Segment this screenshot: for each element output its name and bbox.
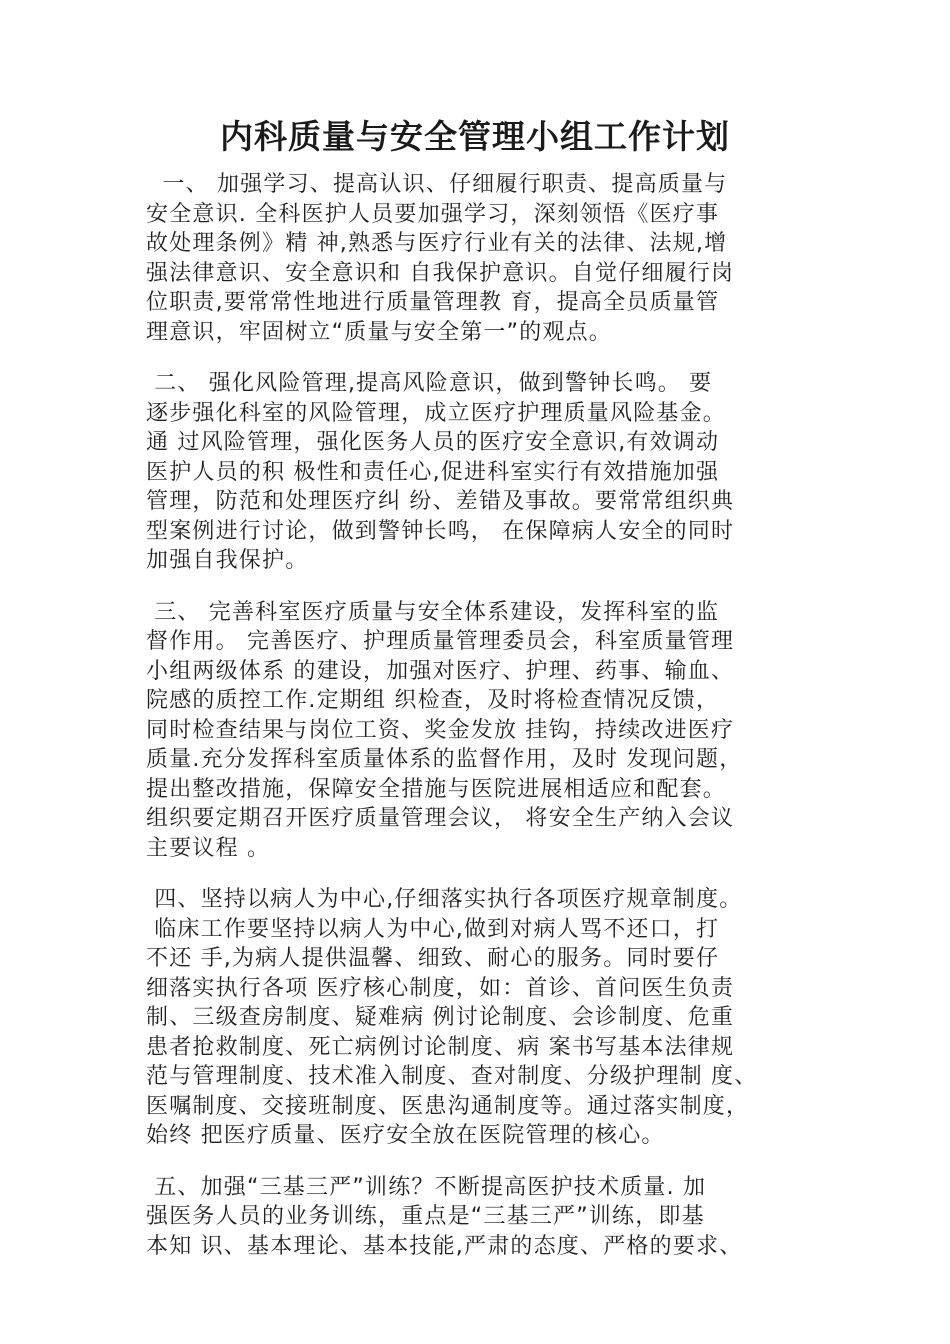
paragraph-5 — [146, 1173, 811, 1262]
paragraph-2 — [146, 369, 811, 576]
text-line: 逐步强化科室的风险管理，成立医疗护理质量风险基金。 — [146, 400, 727, 426]
text-line: 院感的质控工作.定期组 织检查，及时将检查情况反馈， — [146, 688, 720, 713]
document-title: 内科质量与安全管理小组工作计划 — [220, 117, 730, 156]
text-line: 安全意识. 全科医护人员要加强学习，深刻领悟《医疗事 — [146, 201, 720, 227]
paragraph-1 — [146, 170, 811, 347]
text-line: 三、 完善科室医疗质量与安全体系建设，发挥科室的监 — [146, 599, 720, 625]
text-line: 医嘱制度、交接班制度、医患沟通制度等。通过落实制度， — [146, 1093, 750, 1119]
text-line: 患者抢救制度、死亡病例讨论制度、病 案书写基本法律规 — [146, 1034, 735, 1060]
text-line: 型案例进行讨论，做到警钟长鸣， 在保障病人安全的同时 — [146, 518, 735, 544]
paragraph-3 — [146, 598, 811, 864]
text-line: 小组两级体系 的建设，加强对医疗、护理、药事、输血、 — [146, 658, 735, 684]
text-line: 二、 强化风险管理,提高风险意识，做到警钟长鸣。 要 — [146, 371, 713, 396]
text-line: 组织要定期召开医疗质量管理会议， 将安全生产纳入会议 — [146, 806, 735, 831]
text-line: 强法律意识、安全意识和 自我保护意识。自觉仔细履行岗 — [146, 260, 735, 286]
text-line: 始终 把医疗质量、医疗安全放在医院管理的核心。 — [146, 1123, 665, 1148]
paragraph-4 — [146, 885, 811, 1151]
text-line: 督作用。 完善医疗、护理质量管理委员会，科室质量管理 — [146, 629, 735, 654]
text-line: 强医务人员的业务训练，重点是“三基三严”训练，即基 — [146, 1204, 705, 1229]
document-body — [146, 170, 811, 1283]
text-line: 医护人员的积 极性和责任心,促进科室实行有效措施加强 — [146, 459, 720, 485]
text-line: 范与管理制度、技术准入制度、查对制度、分级护理制 度、 — [146, 1064, 758, 1089]
text-line: 加强自我保护。 — [146, 548, 309, 573]
text-line: 质量.充分发挥科室质量体系的监督作用，及时 发现问题， — [146, 747, 743, 772]
text-line: 不还 手,为病人提供温馨、细致、耐心的服务。同时要仔 — [146, 946, 720, 971]
text-line: 管理，防范和处理医疗纠 纷、差错及事故。要常常组织典 — [146, 489, 735, 514]
text-line: 位职责,要常常性地进行质量管理教 育，提高全员质量管 — [146, 290, 720, 315]
text-line: 临床工作要坚持以病人为中心,做到对病人骂不还口，打 — [146, 916, 720, 942]
text-line: 同时检查结果与岗位工资、奖金发放 挂钩，持续改进医疗 — [146, 717, 735, 743]
text-line: 制、三级查房制度、疑难病 例讨论制度、会诊制度、危重 — [146, 1005, 735, 1030]
text-line: 一、 加强学习、提高认识、仔细履行职责、提高质量与 — [146, 172, 728, 197]
text-line: 故处理条例》精 神,熟悉与医疗行业有关的法律、法规,增 — [146, 231, 728, 256]
text-line: 通 过风险管理，强化医务人员的医疗安全意识,有效调动 — [146, 430, 720, 455]
text-line: 五、加强“三基三严”训练？不断提高医护技术质量. 加 — [146, 1174, 707, 1200]
text-line: 主要议程 。 — [146, 835, 271, 861]
text-line: 四、坚持以病人为中心,仔细落实执行各项医疗规章制度。 — [146, 887, 743, 912]
text-line: 细落实执行各项 医疗核心制度，如：首诊、首问医生负责 — [146, 975, 735, 1001]
text-line: 提出整改措施，保障安全措施与医院进展相适应和配套。 — [146, 776, 727, 802]
text-line: 本知 识、基本理论、基本技能,严肃的态度、严格的要求、 — [146, 1233, 743, 1259]
text-line: 理意识，牢固树立“质量与安全第一”的观点。 — [146, 319, 612, 345]
